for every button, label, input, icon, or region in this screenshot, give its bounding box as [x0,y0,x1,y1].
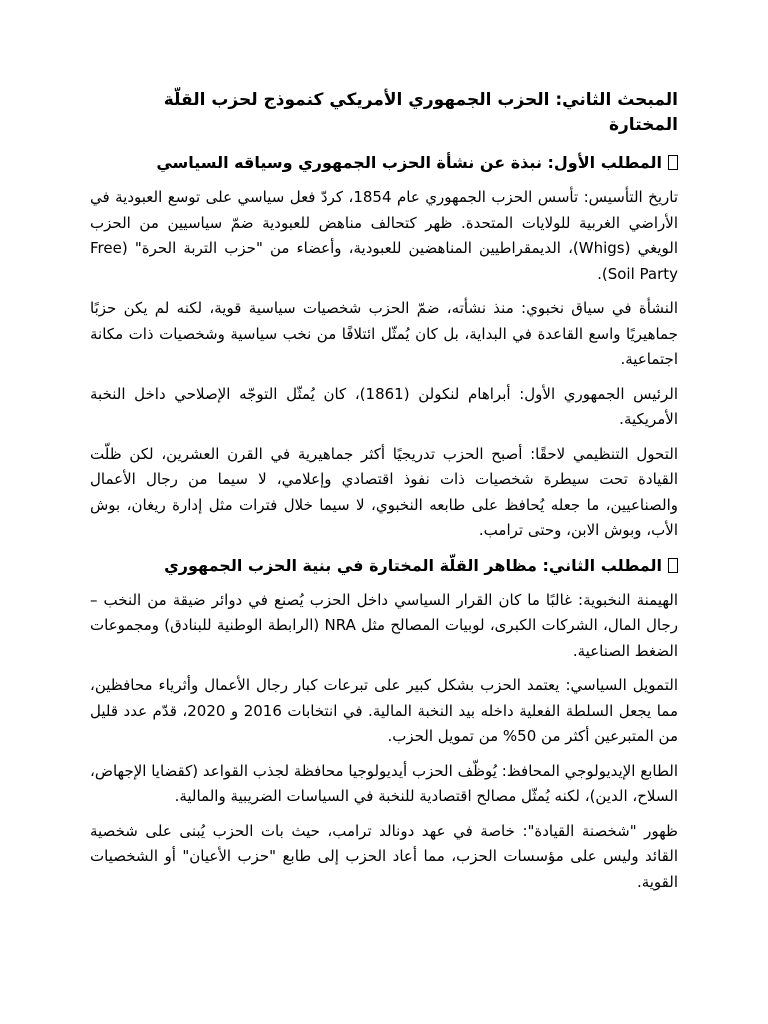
paragraph-first-president: الرئيس الجمهوري الأول: أبراهام لنكولن (1861)، كان يُمثّل التوجّه الإصلاحي داخل النخبة الأمريكية. [90,384,678,428]
paragraph-founding-date: تاريخ التأسيس: تأسس الحزب الجمهوري عام 1854، كردّ فعل سياسي على توسع العبودية في الأراضي الغربية للولايات المتحدة. ظهر كتحالف مناهض للعبودية ضمّ سياسيين من الحزب الويغي (Whigs)، الديمقراطيين المناهضين للعبودية، وأعضاء من "حزب التربة الحرة" (Free Soil Party). [90,188,678,283]
paragraph-elite-dominance: الهيمنة النخبوية: غالبًا ما كان القرار السياسي داخل الحزب يُصنع في دوائر ضيقة من النخب – رجال المال، الشركات الكبرى، لوبيات المصالح مثل NRA (الرابطة الوطنية للبنادق) ومجموعات الضغط الصناعية. [90,590,679,660]
paragraph-elite-origin: النشأة في سياق نخبوي: منذ نشأته، ضمّ الحزب شخصيات سياسية قوية، لكنه لم يكن حزبًا جماهيريًا واسع القاعدة في البداية، بل كان يُمثّل ائتلافًا من نخب سياسية وشخصيات ذات مكانة اجتماعية. [90,299,678,368]
section-2-heading-text: المطلب الثاني: مظاهر القلّة المختارة في بنية الحزب الجمهوري [164,555,662,575]
paragraph-personalized-leadership: ظهور "شخصنة القيادة": خاصة في عهد دونالد ترامب، حيث بات الحزب يُبنى على شخصية القائد وليس على مؤسسات الحزب، مما أعاد الحزب إلى طابع "حزب الأعيان" أو الشخصيات القوية. [90,821,678,891]
paragraph-organizational-shift: التحول التنظيمي لاحقًا: أصبح الحزب تدريجيًا أكثر جماهيرية في القرن العشرين، لكن ظلّت القيادة تحت سيطرة شخصيات ذات نفوذ اقتصادي وإعلامي، لا سيما من رجال الأعمال والصناعيين، ما جعله يُحافظ على طابعه النخبوي، لا سيما خلال فترات مثل إدارة ريغان، بوش الأب، وبوش الابن، وحتى ترامب. [90,444,678,539]
section-2-heading [90,553,678,578]
section-1-heading-text: المطلب الأول: نبذة عن نشأة الحزب الجمهوري وسياقه السياسي [156,153,662,172]
paragraph-conservative-ideology: الطابع الإيديولوجي المحافظ: يُوظّف الحزب أيديولوجيا محافظة لجذب القواعد (كقضايا الإجهاض، السلاح، الدين)، لكنه يُمثّل مصالح اقتصادية للنخبة في السياسات الضريبية والمالية. [90,761,678,805]
section-1-heading [90,150,678,175]
missing-glyph-box-icon [668,558,678,573]
paragraph-political-funding: التمويل السياسي: يعتمد الحزب بشكل كبير على تبرعات كبار رجال الأعمال وأثرياء محافظين، مما يجعل السلطة الفعلية داخله بيد النخبة المالية. في انتخابات 2016 و 2020، قدّم عدد قليل من المتبرعين أكثر من 50% من تمويل الحزب. [90,676,678,745]
missing-glyph-box-icon [668,155,678,170]
main-heading: المبحث الثاني: الحزب الجمهوري الأمريكي كنموذج لحزب القلّة المختارة [163,90,678,135]
